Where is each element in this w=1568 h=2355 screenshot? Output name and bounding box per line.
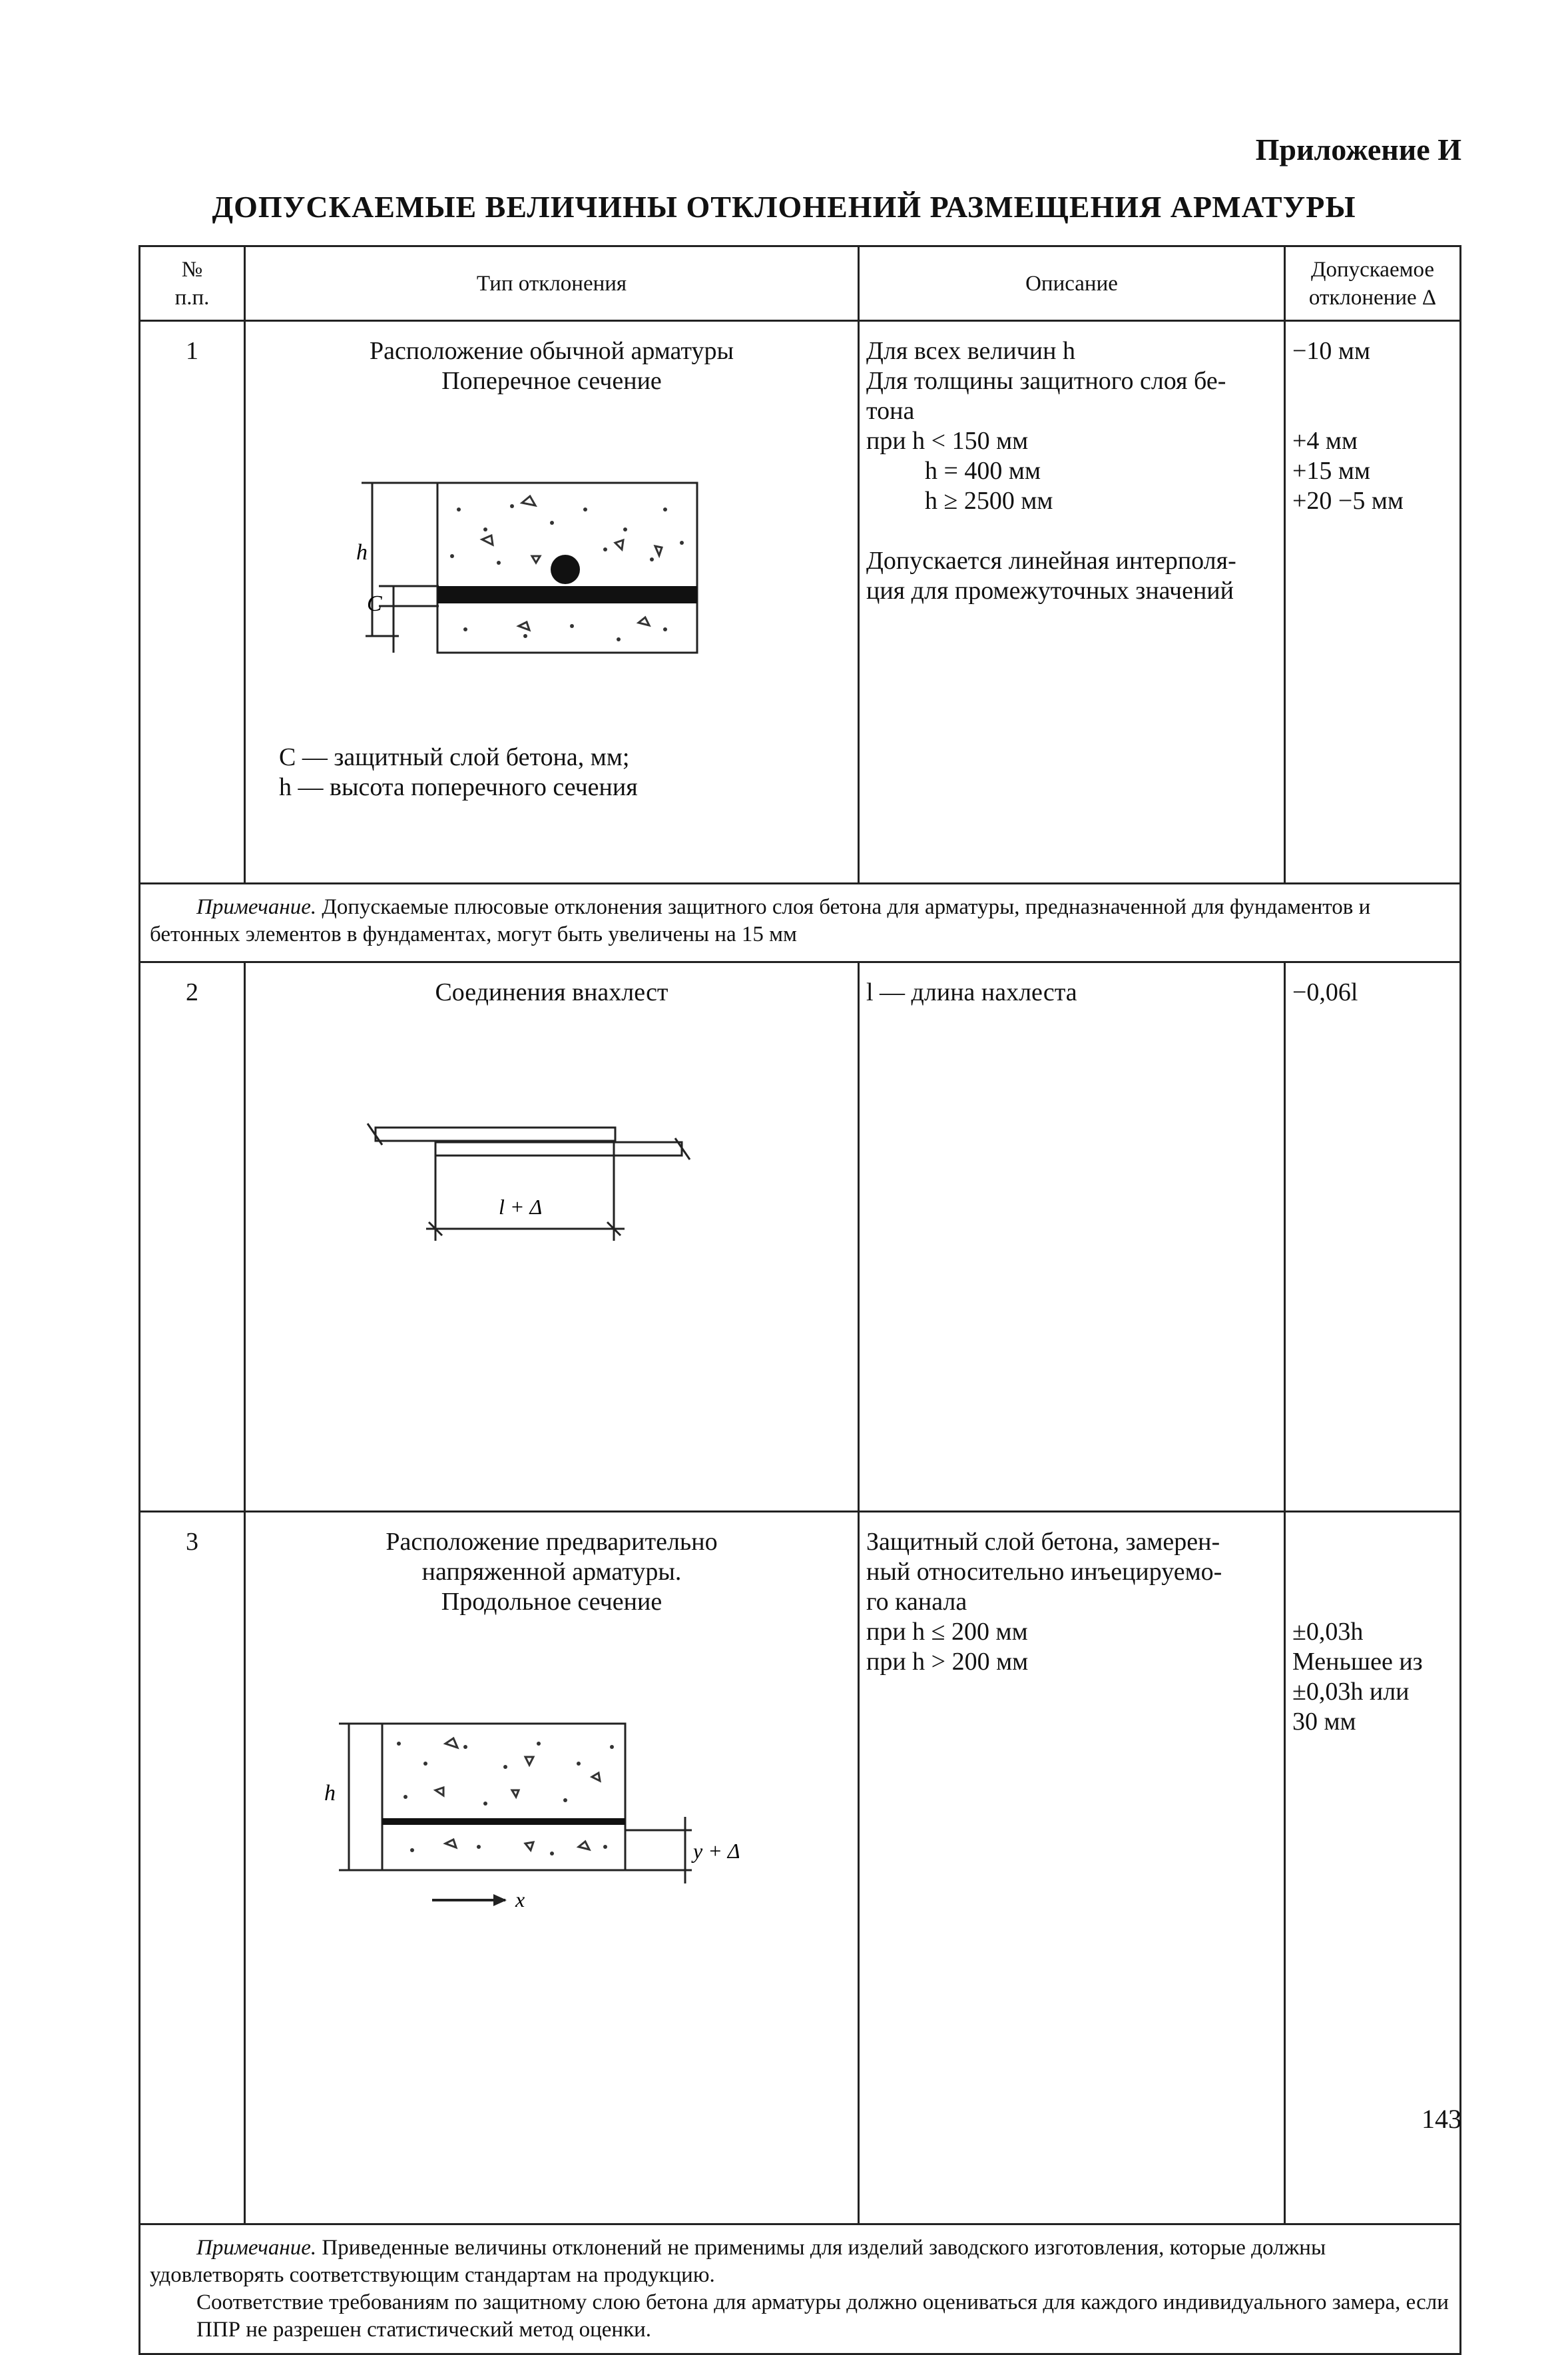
deviation-type: Расположение обычной арматуры Поперечное сечение h C C — защитный слой бетона, мм; h — высота поперечного сечения: [245, 321, 859, 884]
longitudinal-section-figure: [312, 1717, 778, 1930]
allowed-deviation: −0,06l: [1285, 962, 1461, 1512]
table-note-row: [140, 884, 1461, 962]
col-header-desc: Описание: [859, 246, 1285, 321]
lap-length-label: l + Δ: [499, 1195, 543, 1219]
page-title: ДОПУСКАЕМЫЕ ВЕЛИЧИНЫ ОТКЛОНЕНИЙ РАЗМЕЩЕНИЯ АРМАТУРЫ: [212, 190, 1356, 224]
figure-legend: C — защитный слой бетона, мм; h — высота поперечного сечения: [279, 743, 638, 801]
col-header-type: Тип отклонения: [245, 246, 859, 321]
table-row: [140, 962, 1461, 1512]
deviation-type: Расположение предварительно напряженной арматуры. Продольное сечение h y + Δ x: [245, 1512, 859, 2224]
page-number: 143: [1422, 2104, 1461, 2134]
row-number: 2: [140, 962, 245, 1512]
dimension-h-label: h: [356, 540, 368, 565]
deviation-description: l — длина нахлеста: [859, 962, 1285, 1512]
concrete-aggregate: [397, 1742, 614, 1855]
deviation-type: Соединения внахлест l + Δ: [245, 962, 859, 1512]
allowed-deviation: ±0,03h Меньшее из ±0,03h или 30 мм: [1285, 1512, 1461, 2224]
dimension-h-label: h: [324, 1781, 336, 1806]
dimension-c-label: C: [367, 591, 382, 616]
deviation-description: Защитный слой бетона, замерен- ный относительно инъецируемо- го канала при h ≤ 200 мм при h > 200 мм: [859, 1512, 1285, 2224]
table-note-row: [140, 2224, 1461, 2354]
col-header-tolerance: Допускаемое отклонение Δ: [1285, 246, 1461, 321]
appendix-label: Приложение И: [1255, 133, 1461, 167]
lap-splice-figure: [362, 1108, 735, 1254]
axis-x-label: x: [515, 1887, 525, 1911]
table-row: [140, 321, 1461, 884]
deviation-description: Для всех величин h Для толщины защитного слоя бе- тона при h < 150 мм h = 400 мм h ≥ 2500 мм Допускается линейная интерполя- ция для промежуточных значений: [859, 321, 1285, 884]
table-row: [140, 1512, 1461, 2224]
row-number: 1: [140, 321, 245, 884]
row-number: 3: [140, 1512, 245, 2224]
table-header-row: [140, 246, 1461, 321]
table-note: Примечание. Приведенные величины отклонений не применимы для изделий заводского изготовления, которые должны удовлетворять соответствующим стандартам на продукцию. Соответствие требованиям по защитному слою бетона для арматуры должно оцениваться для каждого индивидуального замера, если ППР не разрешен статистический метод оценки.: [140, 2224, 1461, 2354]
dimension-y-label: y + Δ: [693, 1839, 740, 1863]
table-note: Примечание. Допускаемые плюсовые отклонения защитного слоя бетона для арматуры, предназначенной для фундаментов и бетонных элементов в фундаментах, могут быть увеличены на 15 мм: [140, 884, 1461, 962]
allowed-deviation: −10 мм +4 мм +15 мм +20 −5 мм: [1285, 321, 1461, 884]
cross-section-figure: [352, 470, 752, 683]
col-header-num: № п.п.: [140, 246, 245, 321]
deviations-table: [138, 245, 1461, 2355]
